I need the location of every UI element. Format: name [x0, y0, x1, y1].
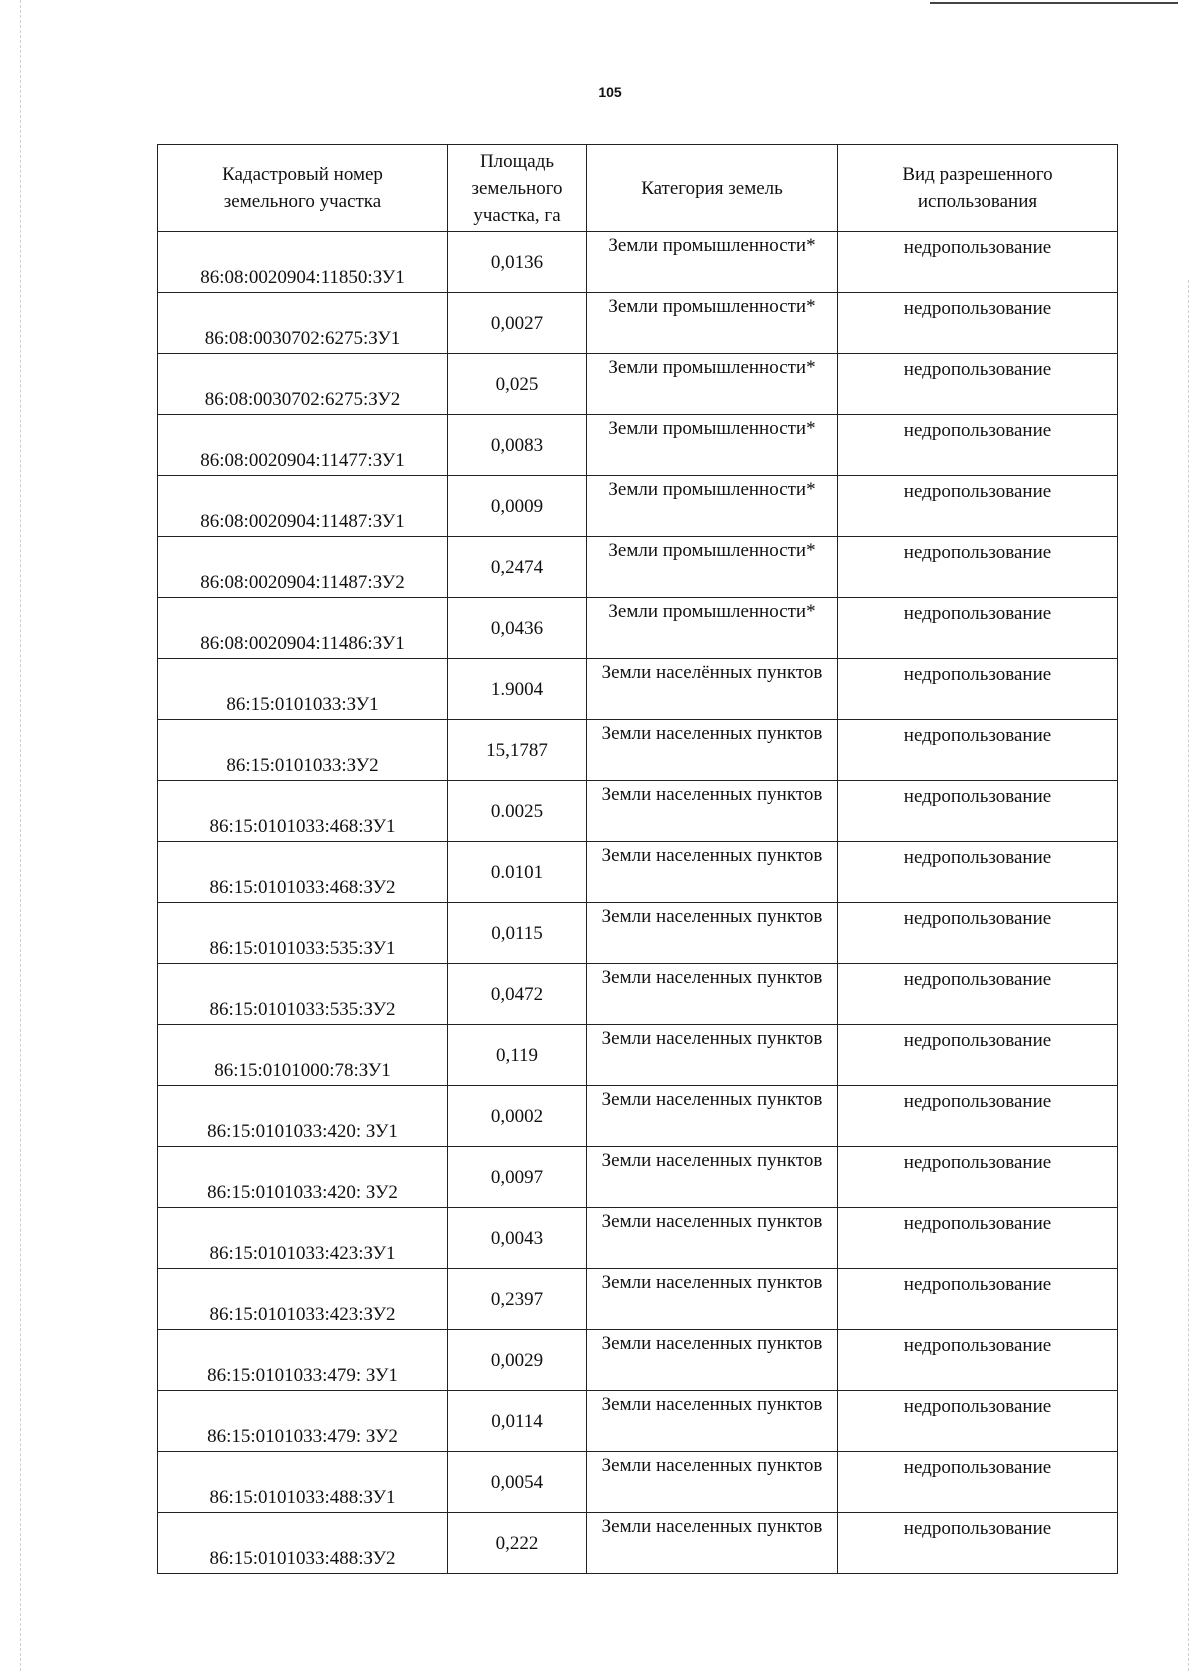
header-use-line-2: использования — [917, 191, 1038, 212]
area-cell: 0,0009 — [448, 476, 587, 537]
area-cell: 0,0029 — [448, 1330, 587, 1391]
land-category-cell: Земли промышленности* — [587, 354, 838, 415]
header-area-line-1: Площадь — [479, 150, 555, 172]
table-row — [158, 1391, 1118, 1452]
area-cell: 1.9004 — [448, 659, 587, 720]
land-category-cell: Земли населенных пунктов — [587, 1269, 838, 1330]
cadastral-number-cell: 86:15:0101033:423:ЗУ1 — [158, 1208, 448, 1269]
land-category-cell: Земли населенных пунктов — [587, 1330, 838, 1391]
table-row — [158, 1025, 1118, 1086]
land-category-cell: Земли населенных пунктов — [587, 1086, 838, 1147]
area-cell: 0.0101 — [448, 842, 587, 903]
area-cell: 0,0027 — [448, 293, 587, 354]
table-row — [158, 903, 1118, 964]
land-category-cell: Земли населенных пунктов — [587, 903, 838, 964]
land-category-cell: Земли населенных пунктов — [587, 842, 838, 903]
table-row — [158, 232, 1118, 293]
permitted-use-cell: недропользование — [838, 964, 1118, 1025]
scan-edge-right — [1188, 280, 1189, 1671]
header-land-category — [587, 145, 838, 232]
area-cell: 0,0436 — [448, 598, 587, 659]
cadastral-number-cell: 86:15:0101033:479: ЗУ1 — [158, 1330, 448, 1391]
area-cell: 15,1787 — [448, 720, 587, 781]
cadastral-number-cell: 86:15:0101033:420: ЗУ1 — [158, 1086, 448, 1147]
header-use-line-1: Вид разрешенного — [902, 164, 1053, 185]
top-rule — [930, 2, 1178, 4]
header-area-line-3: участка, га — [473, 204, 561, 226]
area-cell: 0,0115 — [448, 903, 587, 964]
page-number: 105 — [598, 84, 622, 100]
table-row — [158, 415, 1118, 476]
permitted-use-cell: недропользование — [838, 476, 1118, 537]
cadastral-number-cell: 86:08:0020904:11487:ЗУ2 — [158, 537, 448, 598]
header-category-line-1: Категория земель — [641, 177, 783, 199]
area-cell: 0,025 — [448, 354, 587, 415]
land-category-cell: Земли населенных пунктов — [587, 964, 838, 1025]
table-row — [158, 1086, 1118, 1147]
permitted-use-cell: недропользование — [838, 598, 1118, 659]
area-cell: 0,0002 — [448, 1086, 587, 1147]
area-cell: 0,0472 — [448, 964, 587, 1025]
table-row — [158, 1269, 1118, 1330]
permitted-use-cell: недропользование — [838, 903, 1118, 964]
land-category-cell: Земли населенных пунктов — [587, 1452, 838, 1513]
cadastral-number-cell: 86:15:0101033:488:ЗУ1 — [158, 1452, 448, 1513]
permitted-use-cell: недропользование — [838, 1391, 1118, 1452]
permitted-use-cell: недропользование — [838, 1269, 1118, 1330]
permitted-use-cell: недропользование — [838, 1086, 1118, 1147]
area-cell: 0,0136 — [448, 232, 587, 293]
permitted-use-cell: недропользование — [838, 842, 1118, 903]
cadastral-number-cell: 86:15:0101033:468:ЗУ2 — [158, 842, 448, 903]
permitted-use-cell: недропользование — [838, 1147, 1118, 1208]
table-row — [158, 293, 1118, 354]
table-header-row — [158, 145, 1118, 232]
cadastral-number-cell: 86:15:0101033:479: ЗУ2 — [158, 1391, 448, 1452]
permitted-use-cell: недропользование — [838, 1330, 1118, 1391]
table-row — [158, 781, 1118, 842]
header-cadastral-number — [158, 145, 448, 232]
land-category-cell: Земли населенных пунктов — [587, 1147, 838, 1208]
table-row — [158, 537, 1118, 598]
area-cell: 0,0054 — [448, 1452, 587, 1513]
permitted-use-cell: недропользование — [838, 232, 1118, 293]
table-row — [158, 1452, 1118, 1513]
table-row — [158, 1513, 1118, 1574]
cadastral-number-cell: 86:15:0101033:468:ЗУ1 — [158, 781, 448, 842]
cadastral-number-cell: 86:08:0020904:11850:ЗУ1 — [158, 232, 448, 293]
land-category-cell: Земли населённых пунктов — [587, 659, 838, 720]
area-cell: 0,0097 — [448, 1147, 587, 1208]
land-category-cell: Земли населенных пунктов — [587, 1513, 838, 1574]
permitted-use-cell: недропользование — [838, 1208, 1118, 1269]
area-cell: 0,0114 — [448, 1391, 587, 1452]
cadastral-number-cell: 86:15:0101000:78:ЗУ1 — [158, 1025, 448, 1086]
area-cell: 0,0083 — [448, 415, 587, 476]
permitted-use-cell: недропользование — [838, 1452, 1118, 1513]
cadastral-number-cell: 86:15:0101033:ЗУ1 — [158, 659, 448, 720]
area-cell: 0,2397 — [448, 1269, 587, 1330]
land-category-cell: Земли населенных пунктов — [587, 1208, 838, 1269]
table-row — [158, 476, 1118, 537]
cadastral-number-cell: 86:08:0030702:6275:ЗУ2 — [158, 354, 448, 415]
header-permitted-use — [838, 145, 1118, 232]
cadastral-number-cell: 86:15:0101033:420: ЗУ2 — [158, 1147, 448, 1208]
cadastral-number-cell: 86:08:0020904:11477:ЗУ1 — [158, 415, 448, 476]
table-body — [158, 232, 1118, 1574]
table-row — [158, 964, 1118, 1025]
table-row — [158, 1330, 1118, 1391]
land-category-cell: Земли промышленности* — [587, 537, 838, 598]
table-row — [158, 720, 1118, 781]
land-plots-table — [157, 144, 1118, 1574]
table-row — [158, 842, 1118, 903]
cadastral-number-cell: 86:08:0020904:11487:ЗУ1 — [158, 476, 448, 537]
header-cadastral-line-1: Кадастровый номер — [222, 164, 383, 185]
land-category-cell: Земли промышленности* — [587, 415, 838, 476]
area-cell: 0,222 — [448, 1513, 587, 1574]
cadastral-number-cell: 86:15:0101033:535:ЗУ1 — [158, 903, 448, 964]
land-category-cell: Земли промышленности* — [587, 476, 838, 537]
land-category-cell: Земли промышленности* — [587, 293, 838, 354]
table-row — [158, 1208, 1118, 1269]
land-category-cell: Земли промышленности* — [587, 598, 838, 659]
table-row — [158, 598, 1118, 659]
land-category-cell: Земли населенных пунктов — [587, 1025, 838, 1086]
cadastral-number-cell: 86:08:0030702:6275:ЗУ1 — [158, 293, 448, 354]
area-cell: 0,119 — [448, 1025, 587, 1086]
permitted-use-cell: недропользование — [838, 537, 1118, 598]
permitted-use-cell: недропользование — [838, 293, 1118, 354]
cadastral-number-cell: 86:08:0020904:11486:ЗУ1 — [158, 598, 448, 659]
land-category-cell: Земли промышленности* — [587, 232, 838, 293]
cadastral-number-cell: 86:15:0101033:488:ЗУ2 — [158, 1513, 448, 1574]
area-cell: 0,0043 — [448, 1208, 587, 1269]
table-row — [158, 659, 1118, 720]
area-cell: 0,2474 — [448, 537, 587, 598]
land-category-cell: Земли населенных пунктов — [587, 1391, 838, 1452]
area-cell: 0.0025 — [448, 781, 587, 842]
permitted-use-cell: недропользование — [838, 1513, 1118, 1574]
cadastral-number-cell: 86:15:0101033:535:ЗУ2 — [158, 964, 448, 1025]
permitted-use-cell: недропользование — [838, 659, 1118, 720]
table-row — [158, 354, 1118, 415]
permitted-use-cell: недропользование — [838, 415, 1118, 476]
land-category-cell: Земли населенных пунктов — [587, 781, 838, 842]
permitted-use-cell: недропользование — [838, 781, 1118, 842]
table-row — [158, 1147, 1118, 1208]
permitted-use-cell: недропользование — [838, 354, 1118, 415]
permitted-use-cell: недропользование — [838, 720, 1118, 781]
permitted-use-cell: недропользование — [838, 1025, 1118, 1086]
cadastral-number-cell: 86:15:0101033:423:ЗУ2 — [158, 1269, 448, 1330]
header-area — [448, 145, 587, 232]
scan-edge-left — [20, 0, 21, 1671]
land-category-cell: Земли населенных пунктов — [587, 720, 838, 781]
header-area-line-2: земельного — [471, 177, 563, 199]
header-cadastral-line-2: земельного участка — [223, 191, 382, 212]
cadastral-number-cell: 86:15:0101033:ЗУ2 — [158, 720, 448, 781]
